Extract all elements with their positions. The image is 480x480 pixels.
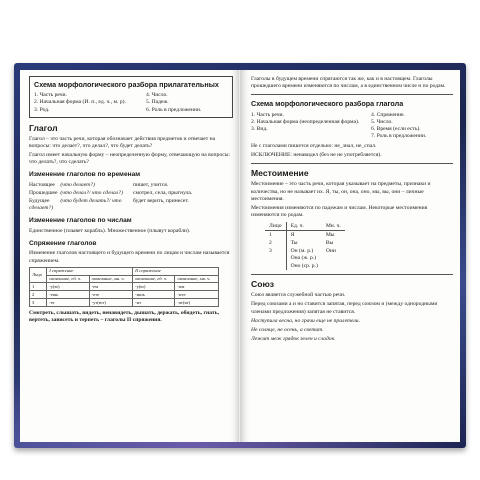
table-header: Лицо — [265, 222, 286, 231]
scheme-item: 1. Часть речи. — [34, 92, 67, 99]
conjugation-heading: Спряжение глаголов — [29, 239, 97, 247]
tense-row: Настоящее (что делает?) пишет, учится. — [29, 181, 169, 188]
pronoun-table — [265, 222, 345, 270]
table-header: I спряжение — [47, 267, 133, 275]
ne-rule: Не с глаголами пишется отдельно: не_знал, не_спал. — [251, 143, 377, 150]
conjugation-text: Изменение глаголов настоящего и будущего времени по лицам и числам называется спряжением. — [29, 250, 230, 264]
verb-scheme — [251, 112, 453, 141]
tense-row: Прошедшее (что делал?/ что сделал?) смотрел, села, прыгнула. — [29, 189, 193, 196]
verb-heading: Глагол — [29, 122, 58, 133]
right-page — [240, 70, 460, 442]
left-page — [20, 70, 240, 442]
ne-exception: ИСКЛЮЧЕНИЕ: ненавидел (без не не употребляется). — [251, 152, 382, 159]
adjective-scheme-title: Схема морфологического разбора прилагательных — [34, 80, 219, 89]
tense-row: Будущее (что будет делать?/ что сделает?) будет верить, принесет. — [29, 198, 189, 212]
pronoun-change: Местоимения изменяются по падежам и числам. Некоторые местоимения изменяются по родам. — [251, 204, 428, 219]
divider — [251, 94, 453, 95]
conjugation-table — [29, 267, 219, 307]
scheme-item: 7. Роль в предложении. — [371, 133, 427, 139]
table-header: Мн. ч. — [322, 222, 345, 231]
future-tense-text: Глаголы в будущем времени спрягаются так же, как и в настоящем. Глаголы прошедшего времени изменяются по числам, а в единственном числе и по родам. — [251, 76, 446, 90]
divider — [251, 274, 453, 275]
adjective-scheme-box — [29, 76, 233, 118]
table-subheader: окончание, ед. ч. — [47, 275, 89, 283]
adjective-scheme-left — [34, 92, 146, 113]
adjective-scheme-right — [146, 92, 228, 113]
conjunction-heading: Союз — [251, 279, 275, 290]
scheme-item: 6. Время (если есть). — [371, 125, 421, 132]
scheme-item: 4. Спряжение. — [371, 111, 405, 118]
verb-scheme-title: Схема морфологического разбора глагола — [251, 99, 404, 109]
conjunction-example: Не солнце, не осень, а светит. — [251, 326, 324, 333]
scheme-item: 2. Начальная форма (неопределенная форма). — [251, 118, 360, 125]
verb-definition: Глагол – это часть речи, которая обозначает действия предметов и отвечает на вопросы: что делает?, что делал?, что будет делать? — [29, 135, 216, 149]
table-header: Лицо — [30, 267, 47, 283]
table-row: 2 Ты Вы — [265, 240, 345, 248]
scheme-item: 5. Число. — [371, 118, 393, 125]
table-header: II спряжение — [133, 267, 219, 275]
table-row: 1 Я Мы — [265, 231, 345, 240]
tense-heading: Изменение глаголов по временам — [29, 171, 141, 179]
number-text: Единственное (плывет корабль). Множественное (плывут корабли). — [29, 227, 191, 234]
conjunction-example: Наступила весна, но грачи еще не прилетели. — [251, 317, 361, 324]
table-header: Ед. ч. — [286, 222, 322, 231]
scheme-item: 1. Часть речи. — [251, 111, 284, 118]
number-heading: Изменение глаголов по числам — [29, 217, 132, 225]
scheme-item: 3. Род. — [34, 106, 50, 113]
table-subheader: окончание, мн. ч. — [89, 275, 132, 283]
scheme-item: 5. Падеж. — [146, 99, 169, 106]
pronoun-definition: Местоимение – это часть речи, которая указывает на предметы, признаки и количества, но не называет их. Я, ты, он, она, оно, мы, вы, они – личные местоимения. — [251, 181, 431, 202]
table-row: 1 -у(ю) -ем -у(ю) -им — [30, 283, 219, 291]
conjunction-definition: Союз является служебной частью речи. — [251, 292, 346, 299]
conjunction-example: Лежит меж грядок зелен и сладок. — [251, 335, 336, 342]
conjunction-rule: Перед союзами а и но ставится запятая, перед союзом и (между однородными членами предложения) запятая не ставится. — [251, 301, 438, 315]
scheme-item: 4. Число. — [146, 92, 168, 99]
scheme-item: 6. Роль в предложении. — [146, 106, 202, 113]
table-subheader: окончание, мн. ч. — [175, 275, 219, 283]
table-subheader: окончание, ед. ч. — [133, 275, 175, 283]
conjugation-exceptions: Смотреть, слышать, видеть, ненавидеть, дышать, держать, обидеть, гнать, вертеть, зависеть и терпеть – глаголы II спряжения. — [29, 310, 219, 324]
pronoun-heading: Местоимение — [251, 168, 309, 179]
table-row: 3 -ет -ут(ют) -ит -ат(ят) — [30, 299, 219, 307]
scheme-item: 3. Вид. — [251, 125, 268, 132]
scheme-item: 2. Начальная форма (И. п., ед. ч., м. р). — [34, 99, 126, 106]
divider — [251, 163, 453, 164]
table-row: 2 -ешь -ете -ишь -ите — [30, 291, 219, 299]
verb-infinitive: Глагол имеет начальную форму – неопределенную форму, отвечающую на вопросы: что делать?, что сделать? — [29, 152, 231, 166]
table-row: 3 Он (м. р.) Она (ж. р.) Оно (ср. р.) Они — [265, 248, 345, 270]
